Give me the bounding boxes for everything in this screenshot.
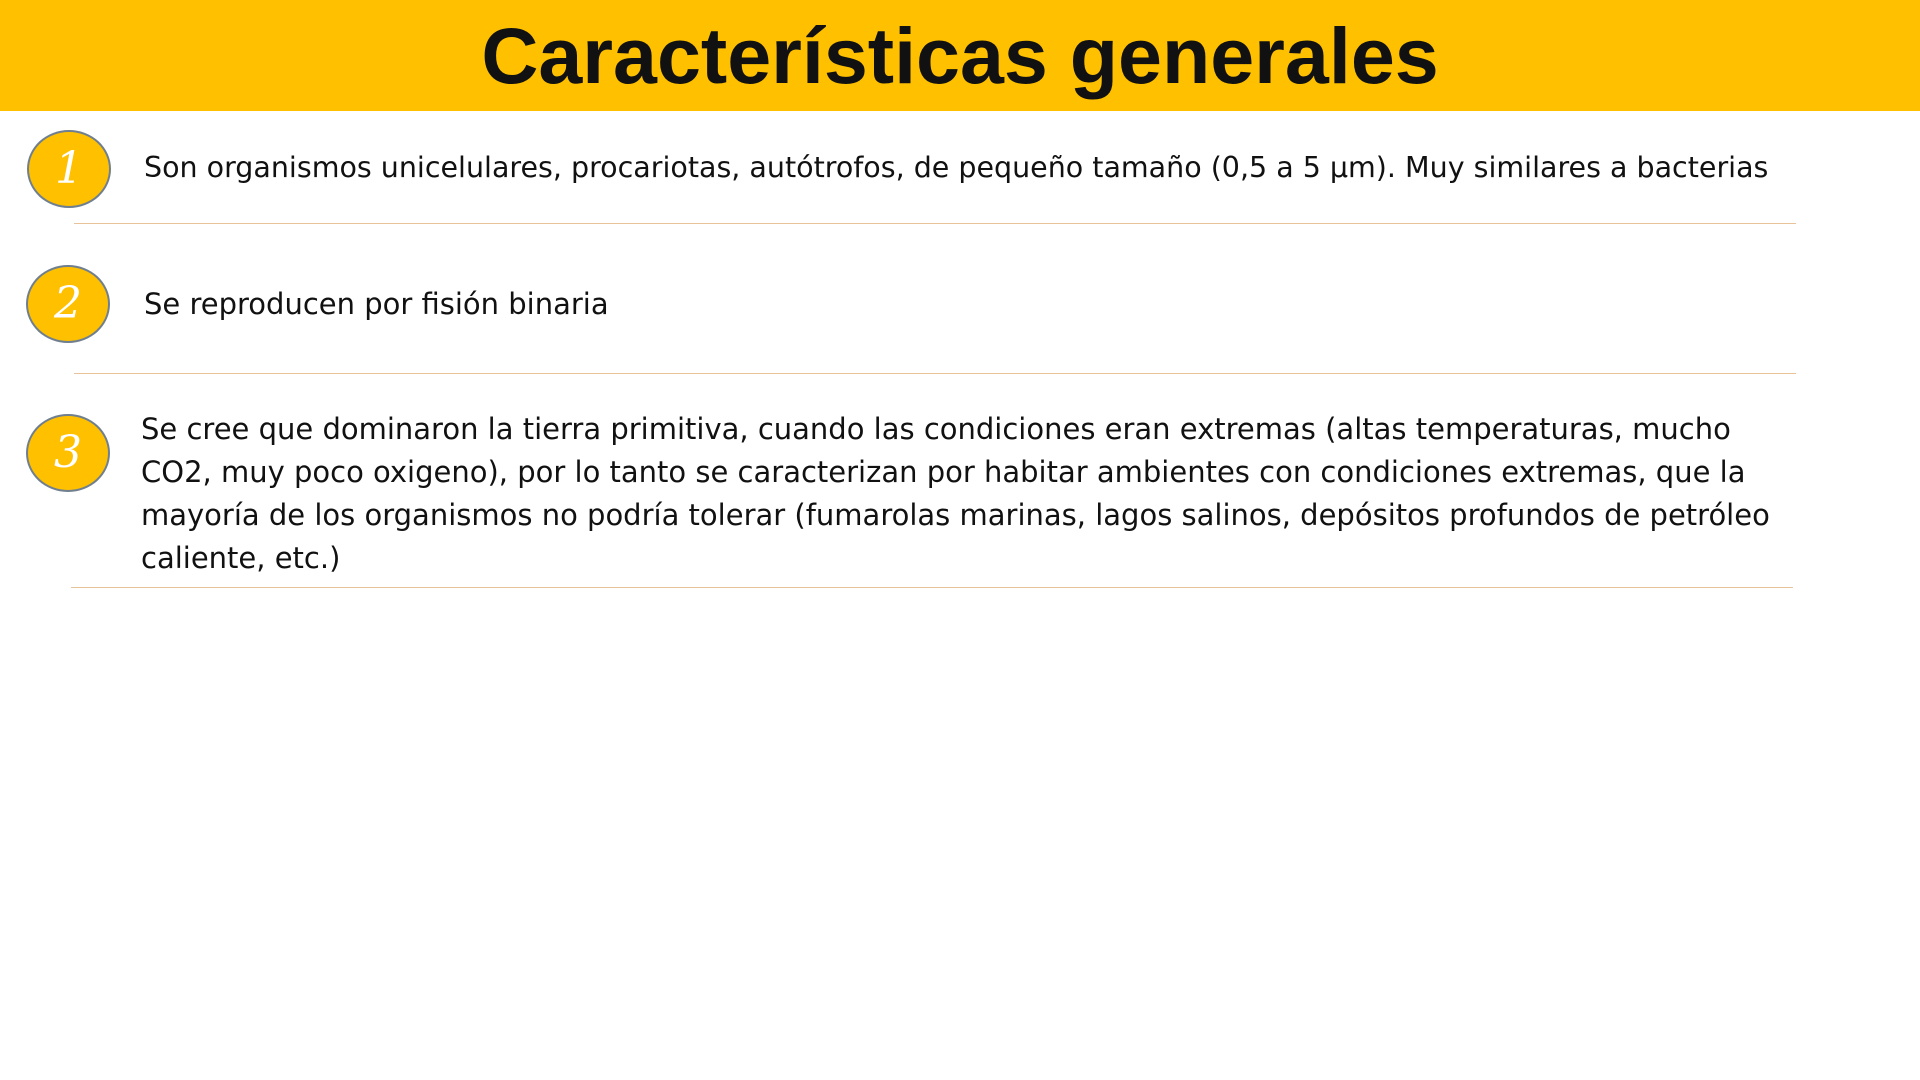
- item-text-2: Se reproducen por fisión binaria: [144, 287, 609, 321]
- item-text-1: Son organismos unicelulares, procariotas, autótrofos, de pequeño tamaño (0,5 a 5 µm). Muy similares a bacterias: [144, 151, 1769, 184]
- item-text-3: Se cree que dominaron la tierra primitiva, cuando las condiciones eran extremas (altas temperaturas, mucho CO2, muy poco oxigeno), por lo tanto se caracterizan por habitar ambientes con condiciones extremas, que la mayoría de los organismos no podría tolerar (fumarolas marinas, lagos salinos, depósitos profundos de petróleo caliente, etc.): [141, 412, 1780, 575]
- number-badge-3: 3: [26, 414, 110, 492]
- divider-3: [71, 587, 1793, 588]
- number-badge-1: 1: [27, 130, 111, 208]
- divider-2: [74, 373, 1796, 374]
- number-badge-2: 2: [26, 265, 110, 343]
- slide-title: Características generales: [481, 11, 1439, 100]
- divider-1: [74, 223, 1796, 224]
